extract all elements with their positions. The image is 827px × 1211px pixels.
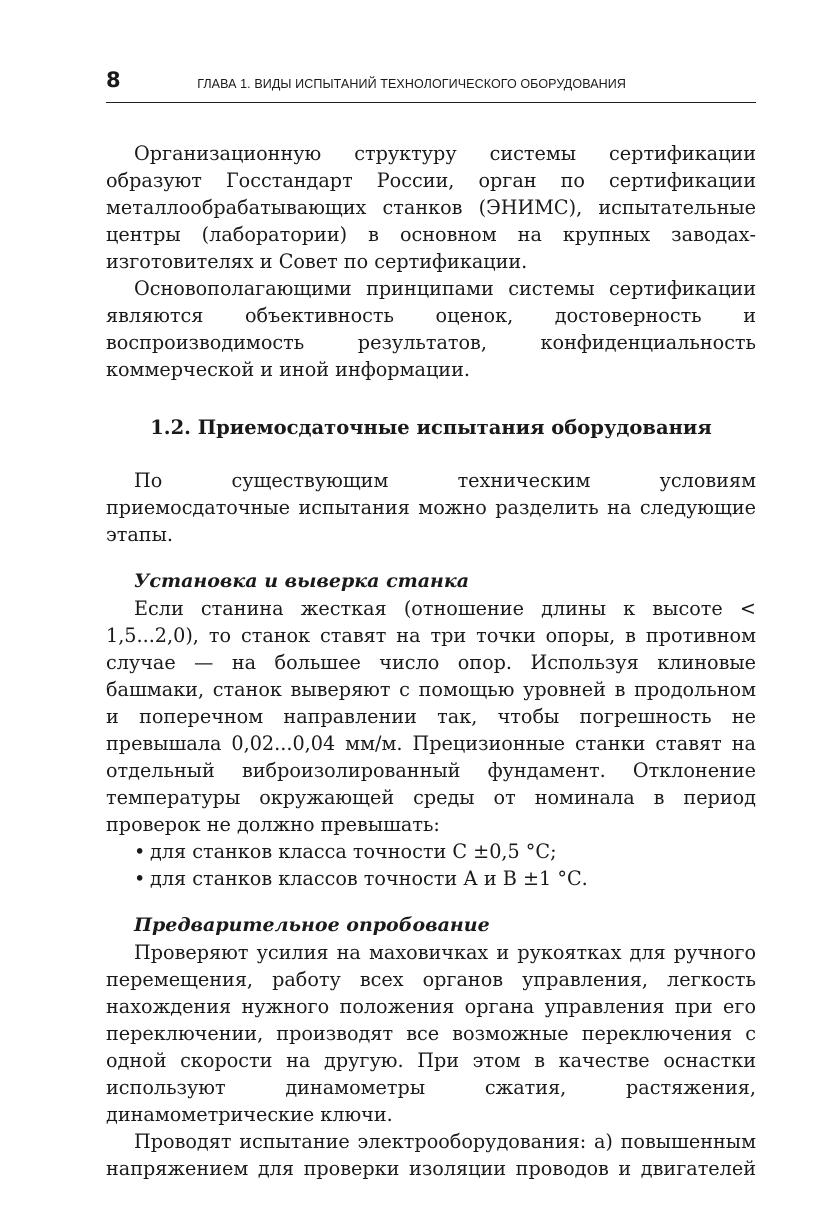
page-number: 8 xyxy=(106,68,121,92)
bullet-list xyxy=(106,838,756,892)
paragraph: Основополагающими принципами системы сертификации являются объективность оценок, достоверность и воспроизводимость результатов, конфиденциальность коммерческой и иной информации. xyxy=(106,277,756,381)
list-item xyxy=(134,838,756,865)
bullet-icon: • xyxy=(134,867,146,890)
subsection-title: Предварительное опробование xyxy=(134,914,490,936)
page-body xyxy=(106,140,756,1182)
paragraph: Проверяют усилия на маховичках и рукоятках для ручного перемещения, работу всех органов управления, легкость нахождения нужного положения органа управления при его переключении, производят все возможные переключения с одной скорости на другую. При этом в качестве оснастки используют динамометры сжатия, растяжения, динамометрические ключи. xyxy=(106,941,756,1126)
running-title: ГЛАВА 1. ВИДЫ ИСПЫТАНИЙ ТЕХНОЛОГИЧЕСКОГО ОБОРУДОВАНИЯ xyxy=(197,77,626,91)
list-item-text: для станков класса точности С ±0,5 °С; xyxy=(150,840,557,863)
page-header xyxy=(106,66,756,103)
paragraph: Если станина жесткая (отношение длины к высоте < 1,5...2,0), то станок ставят на три точки опоры, в противном случае — на большее число опор. Используя клиновые башмаки, станок выверяют с помощью уровней в продольном и поперечном направлении так, чтобы погрешность не превышала 0,02...0,04 мм/м. Прецизионные станки ставят на отдельный виброизолированный фундамент. Отклонение температуры окружающей среды от номинала в период проверок не должно превышать: xyxy=(106,597,756,836)
paragraph: Проводят испытание электрооборудования: а) повышенным напряжением для проверки изоляции проводов и двигателей xyxy=(106,1130,756,1180)
list-item xyxy=(134,865,756,892)
section-intro: По существующим техническим условиям приемосдаточные испытания можно разделить на следующие этапы. xyxy=(106,469,756,546)
subsection-title: Установка и выверка станка xyxy=(134,570,470,592)
section-title: 1.2. Приемосдаточные испытания оборудования xyxy=(150,416,712,439)
paragraph: Организационную структуру системы сертификации образуют Госстандарт России, орган по сертификации металлообрабатывающих станков (ЭНИМС), испытательные центры (лаборатории) в основном на крупных заводах-изготовителях и Совет по сертификации. xyxy=(106,142,756,273)
bullet-icon: • xyxy=(134,840,146,863)
list-item-text: для станков классов точности А и В ±1 °С. xyxy=(150,867,588,890)
